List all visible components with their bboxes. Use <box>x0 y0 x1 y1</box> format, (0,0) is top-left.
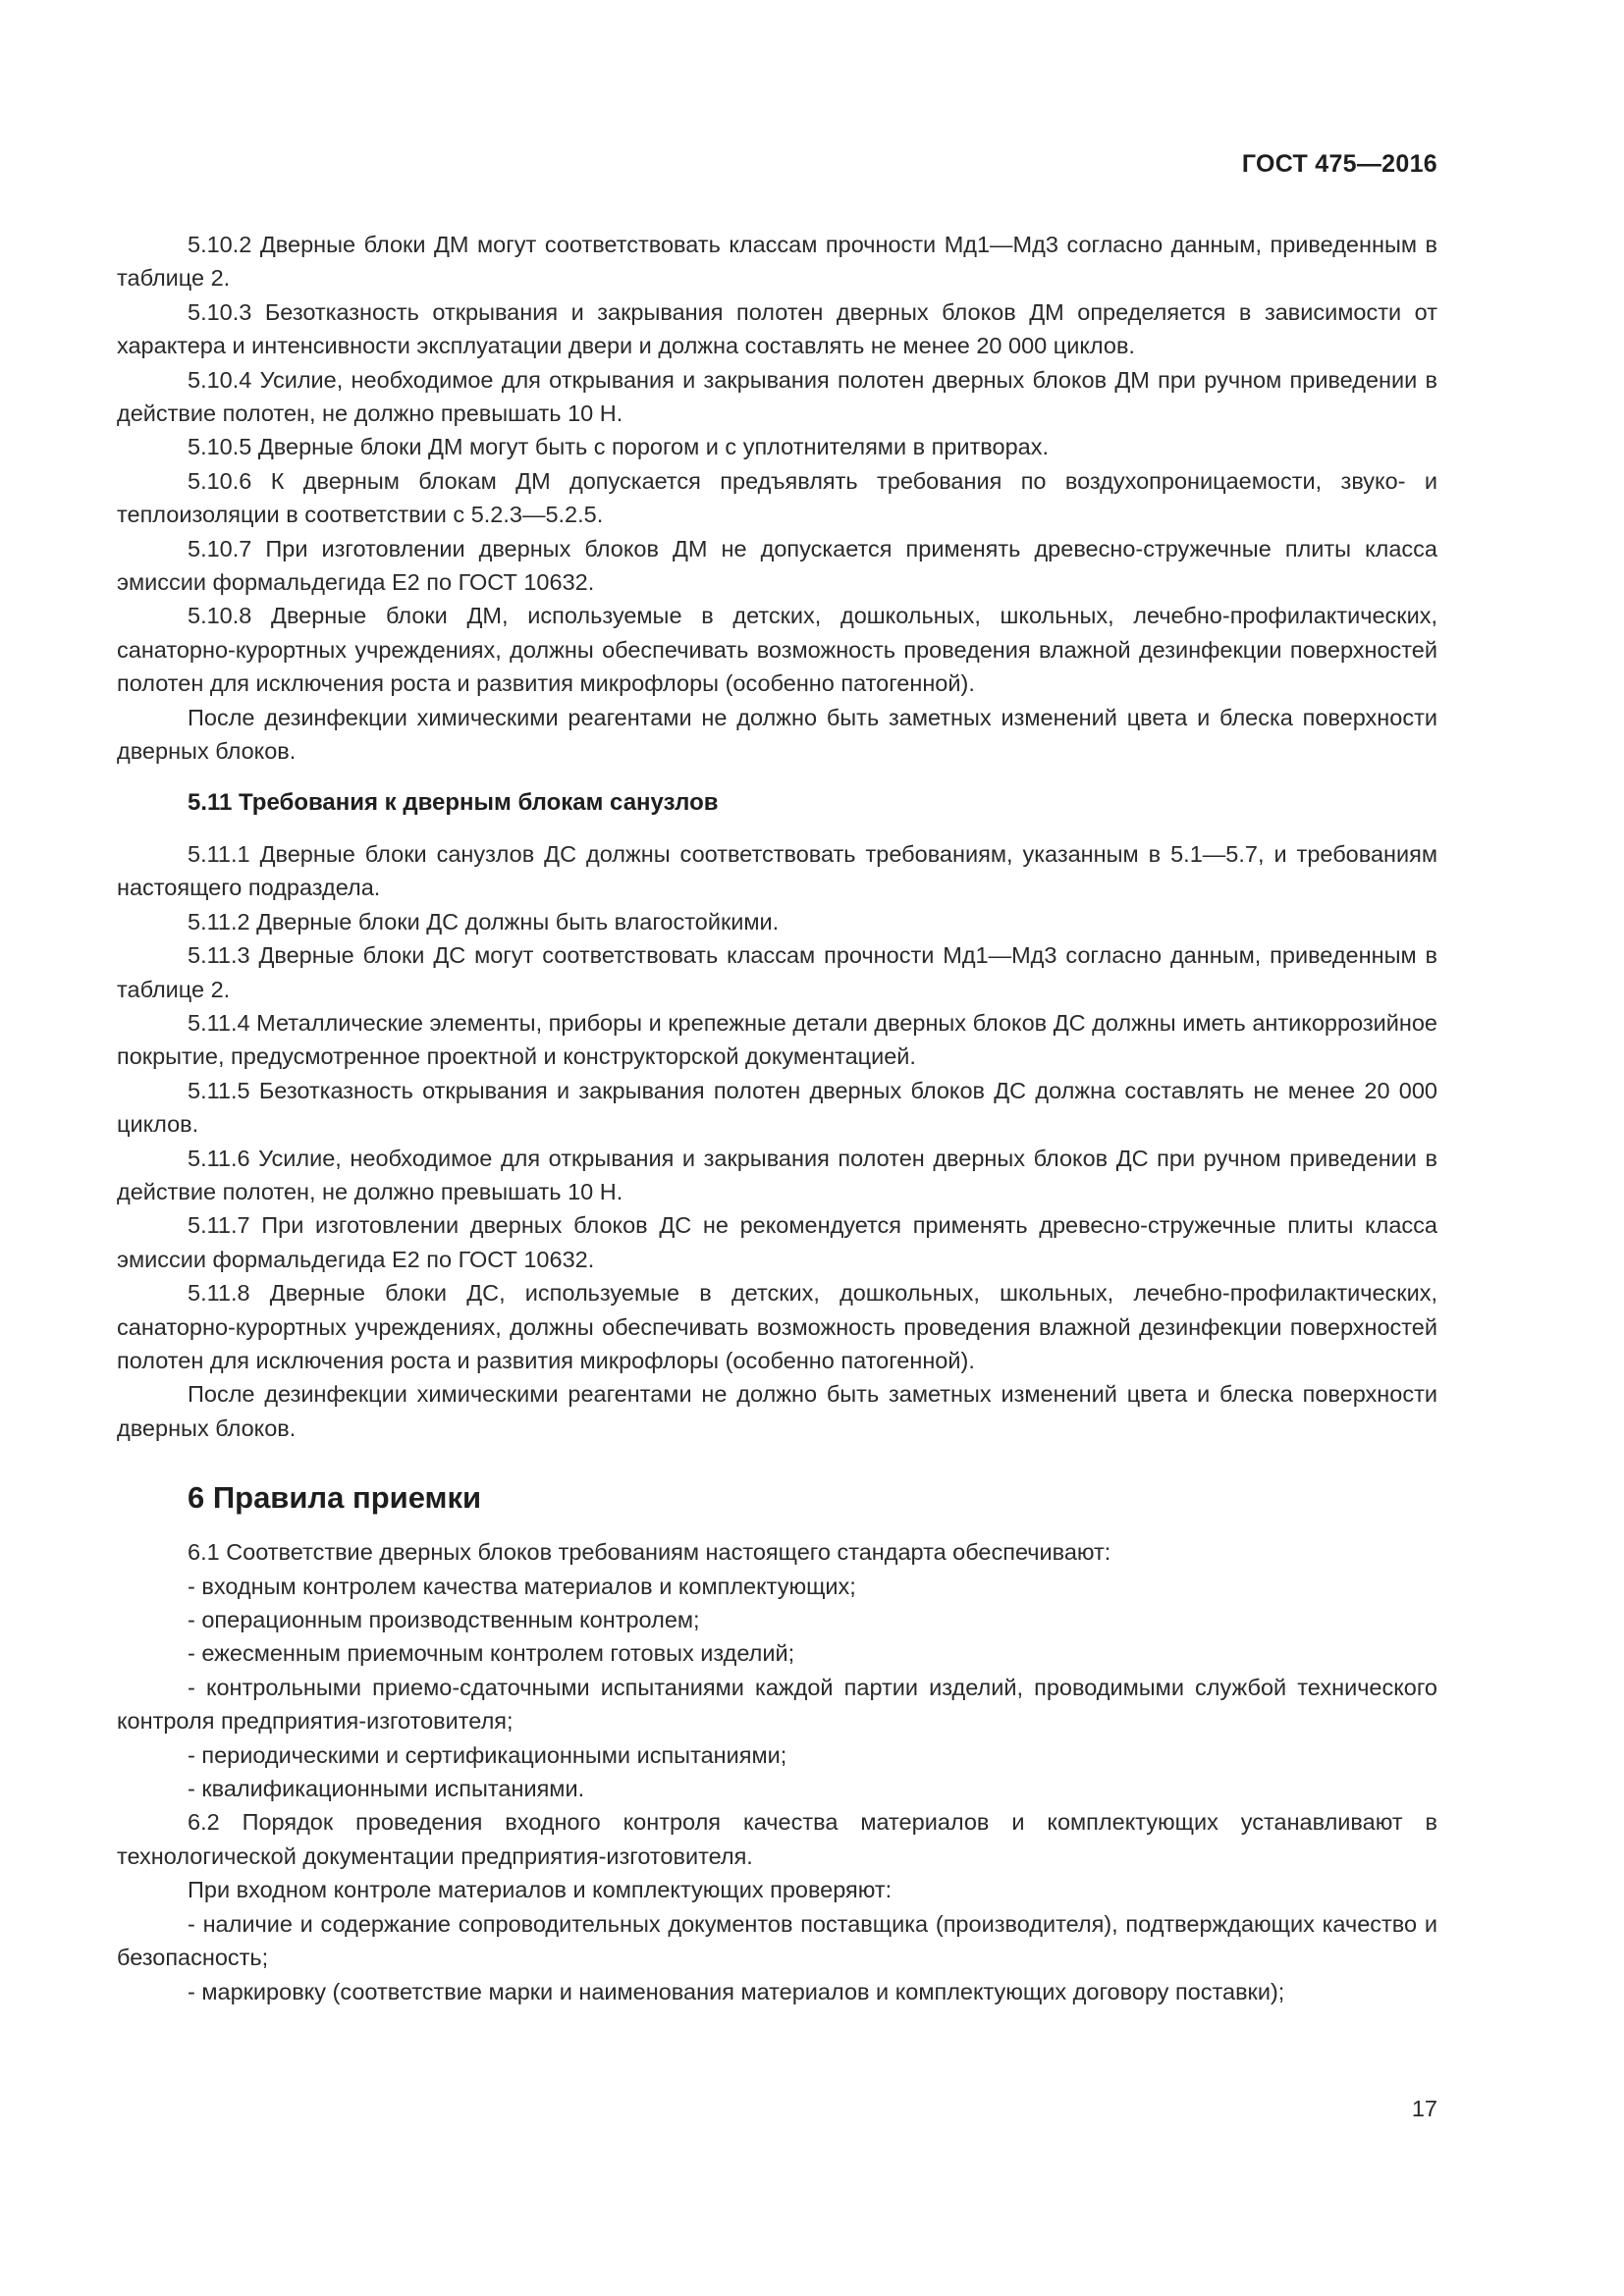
paragraph-5-10-4: 5.10.4 Усилие, необходимое для открывания и закрывания полотен дверных блоков ДМ при ручном приведении в действие полотен, не должно превышать 10 Н. <box>117 366 1437 427</box>
document-code-header: ГОСТ 475—2016 <box>1241 150 1437 178</box>
list-item-acceptance-tests: - контрольными приемо-сдаточными испытаниями каждой партии изделий, проводимыми службой технического контроля предприятия-изготовителя; <box>117 1674 1437 1735</box>
list-item-accompanying-documents: - наличие и содержание сопроводительных документов поставщика (производителя), подтверждающих качество и безопасность; <box>117 1910 1437 1971</box>
paragraph-input-control-checks: При входном контроле материалов и комплектующих проверяют: <box>188 1877 893 1903</box>
list-item-shift-acceptance-control: - ежесменным приемочным контролем готовых изделий; <box>188 1640 795 1667</box>
paragraph-5-11-5: 5.11.5 Безотказность открывания и закрывания полотен дверных блоков ДС должна составлять не менее 20 000 циклов. <box>117 1077 1437 1138</box>
paragraph-5-10-3: 5.10.3 Безотказность открывания и закрывания полотен дверных блоков ДМ определяется в зависимости от характера и интенсивности эксплуатации двери и должна составлять не менее 20 000 циклов. <box>117 298 1437 359</box>
paragraph-5-10-8-disinfection: После дезинфекции химическими реагентами не должно быть заметных изменений цвета и блеска поверхности дверных блоков. <box>117 704 1437 765</box>
paragraph-6-2: 6.2 Порядок проведения входного контроля качества материалов и комплектующих устанавливают в технологической документации предприятия-изготовителя. <box>117 1809 1437 1869</box>
list-item-marking: - маркировку (соответствие марки и наименования материалов и комплектующих договору поставки); <box>188 1978 1285 2004</box>
paragraph-5-10-6: 5.10.6 К дверным блокам ДМ допускается предъявлять требования по воздухопроницаемости, звуко- и теплоизоляции в соответствии с 5.2.3—5.2.5. <box>117 467 1437 528</box>
paragraph-5-11-8-disinfection: После дезинфекции химическими реагентами не должно быть заметных изменений цвета и блеска поверхности дверных блоков. <box>117 1381 1437 1441</box>
list-item-input-control: - входным контролем качества материалов и комплектующих; <box>188 1573 856 1599</box>
list-item-operational-control: - операционным производственным контролем; <box>188 1607 700 1633</box>
list-item-periodic-certification-tests: - периодическими и сертификационными испытаниями; <box>188 1741 787 1768</box>
list-item-qualification-tests: - квалификационными испытаниями. <box>188 1776 585 1802</box>
paragraph-5-11-3: 5.11.3 Дверные блоки ДС могут соответствовать классам прочности Мд1—Мд3 согласно данным, приведенным в таблице 2. <box>117 942 1437 1002</box>
paragraph-5-11-8: 5.11.8 Дверные блоки ДС, используемые в детских, дошкольных, школьных, лечебно-профилактических, санаторно-курортных учреждениях, должны обеспечивать возможность проведения влажной дезинфекции поверхностей полотен для исключения роста и развития микрофлоры (особенно патогенной). <box>117 1280 1437 1373</box>
paragraph-5-11-1: 5.11.1 Дверные блоки санузлов ДС должны соответствовать требованиям, указанным в 5.1—5.7, и требованиям настоящего подраздела. <box>117 840 1437 901</box>
paragraph-5-11-6: 5.11.6 Усилие, необходимое для открывания и закрывания полотен дверных блоков ДС при ручном приведении в действие полотен, не должно превышать 10 Н. <box>117 1145 1437 1204</box>
subsection-title-5-11: 5.11 Требования к дверным блокам санузлов <box>188 788 719 816</box>
paragraph-5-10-7: 5.10.7 При изготовлении дверных блоков ДМ не допускается применять древесно-стружечные плиты класса эмиссии формальдегида Е2 по ГОСТ 10632. <box>117 535 1437 596</box>
document-body <box>117 228 1437 2008</box>
paragraph-5-11-2: 5.11.2 Дверные блоки ДС должны быть влагостойкими. <box>188 908 780 934</box>
paragraph-5-11-7: 5.11.7 При изготовлении дверных блоков ДС не рекомендуется применять древесно-стружечные плиты класса эмиссии формальдегида Е2 по ГОСТ 10632. <box>117 1212 1437 1272</box>
page-number: 17 <box>1411 2096 1437 2121</box>
paragraph-5-10-5: 5.10.5 Дверные блоки ДМ могут быть с порогом и с уплотнителями в притворах. <box>188 434 1050 460</box>
paragraph-5-10-2: 5.10.2 Дверные блоки ДМ могут соответствовать классам прочности Мд1—Мд3 согласно данным, приведенным в таблице 2. <box>117 232 1437 292</box>
paragraph-5-10-8: 5.10.8 Дверные блоки ДМ, используемые в детских, дошкольных, школьных, лечебно-профилактических, санаторно-курортных учреждениях, должны обеспечивать возможность проведения влажной дезинфекции поверхностей полотен для исключения роста и развития микрофлоры (особенно патогенной). <box>117 603 1437 697</box>
paragraph-5-11-4: 5.11.4 Металлические элементы, приборы и крепежные детали дверных блоков ДС должны иметь антикоррозийное покрытие, предусмотренное проектной и конструкторской документацией. <box>117 1009 1437 1070</box>
paragraph-6-1: 6.1 Соответствие дверных блоков требованиям настоящего стандарта обеспечивают: <box>188 1539 1111 1566</box>
section-title-6: 6 Правила приемки <box>188 1480 482 1516</box>
